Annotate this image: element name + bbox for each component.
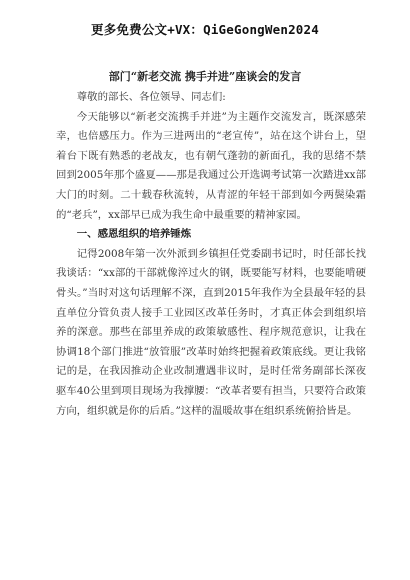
promo-banner: 更多免费公文+VX：QiGeGongWen2024	[91, 22, 319, 37]
document-title: 部门“新老交流 携手并进”座谈会的发言	[108, 70, 302, 83]
section-heading: 一、感恩组织的培养锤炼	[76, 228, 192, 241]
document-body	[56, 88, 366, 421]
salutation: 尊敬的部长、各位领导、同志们:	[76, 91, 226, 103]
paragraph-section-1: 记得2008年第一次外派到乡镇担任党委副书记时，时任部长找我谈话：“xx部的干部就像淬过火的钢，既要能写材料，也要能啃硬骨头。”当时对这句话理解不深，直到2015年我作为全县最年轻的县直单位分管负责人接手工业园区改革任务时，才真正体会到组织培养的深意。那些在部里养成的政策敏感性、程序规范意识，让我在协调18个部门推进“放管服”改革时始终把握着政策底线。更让我铭记的是，在我因推动企业改制遭遇非议时，是时任常务副部长深夜驱车40公里到项目现场为我撑腰：“改革者要有担当，只要符合政策方向，组织就是你的后盾。”这样的温暖故事在组织系统俯拾皆是。	[56, 247, 366, 417]
paragraph-intro: 今天能够以“新老交流携手并进”为主题作交流发言，既深感荣幸，也倍感压力。作为三进两出的“老宣传”，站在这个讲台上，望着台下既有熟悉的老战友，也有朝气蓬勃的新面孔，我的思绪不禁回到2005年那个盛夏——那是我通过公开选调考试第一次踏进xx部大门的时刻。二十载春秋流转，从青涩的年轻干部到如今两鬓染霜的“老兵”，xx部早已成为我生命中最重要的精神家园。	[56, 110, 366, 221]
